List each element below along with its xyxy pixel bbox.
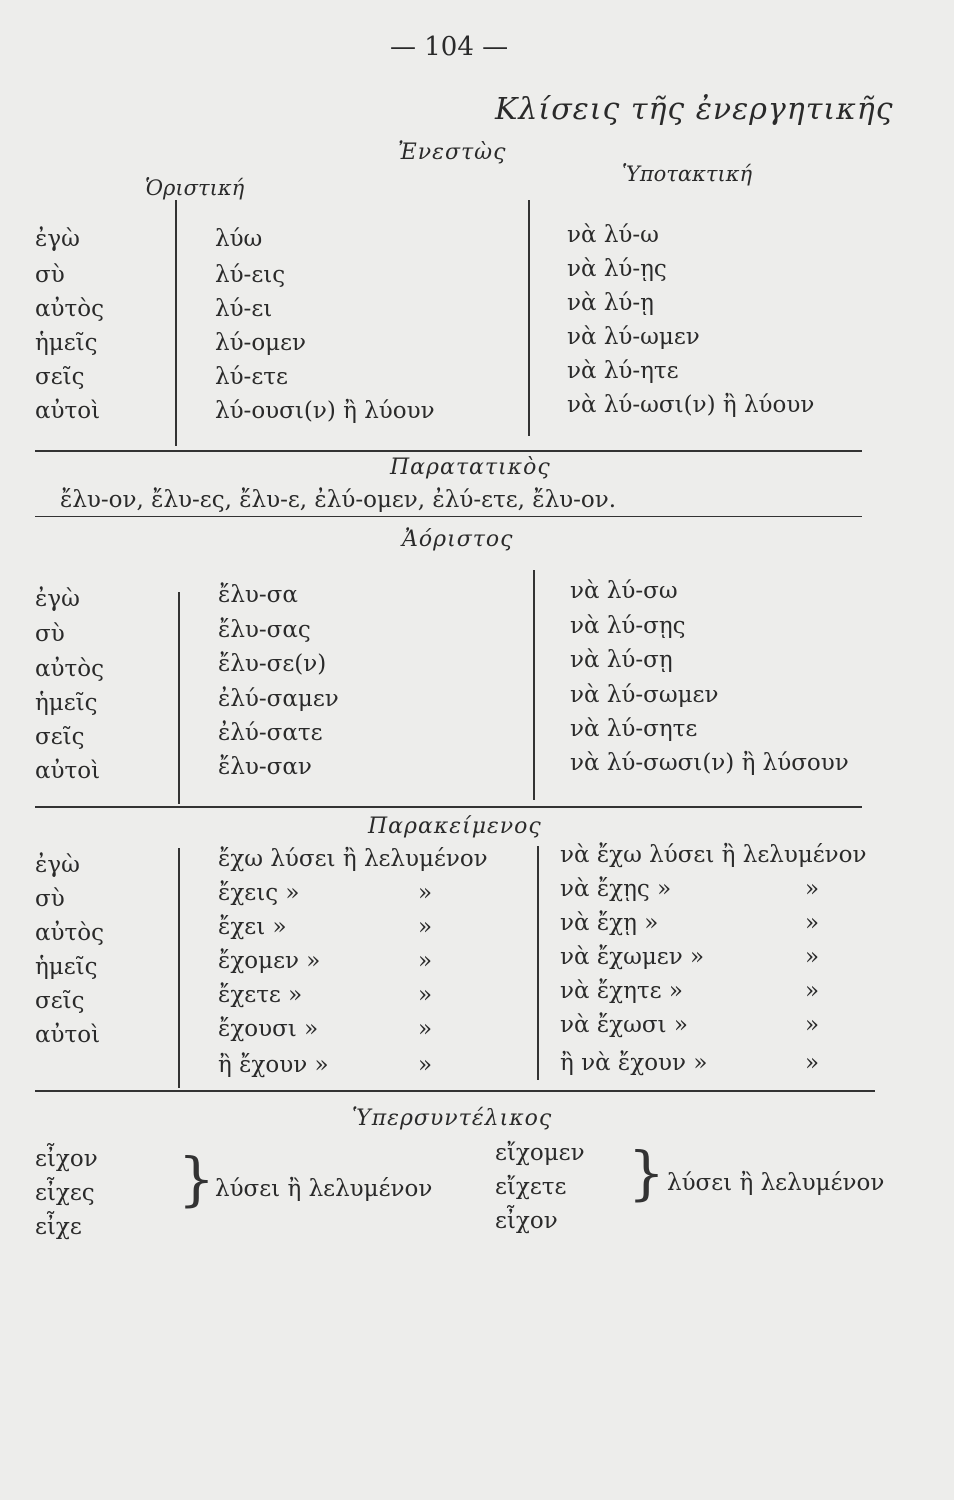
aoristos-subjunctive-form: νὰ λύ-σητε (570, 716, 698, 742)
section-title-enestos: Ἐνεστὼς (398, 140, 507, 165)
enestos-subjunctive-form: νὰ λύ-ωσι(ν) ἢ λύουν (567, 392, 815, 418)
parakeimenos-indicative-form: ἔχεις » (218, 880, 300, 906)
ditto-mark: » (418, 1052, 433, 1078)
enestos-subjunctive-form: νὰ λύ-ητε (567, 358, 679, 384)
section-divider (35, 516, 862, 517)
pronoun-1pl: ἡμεῖς (35, 330, 98, 356)
enestos-subjunctive-form: νὰ λύ-ῃ (567, 290, 654, 316)
ditto-mark: » (805, 1050, 820, 1076)
pronoun-2pl: σεῖς (35, 364, 85, 390)
parakeimenos-subjunctive-form: νὰ ἔχω λύσει ἢ λελυμένον (560, 842, 867, 868)
indicative-label: Ὁριστική (145, 176, 245, 200)
section-divider (35, 1090, 875, 1092)
pronoun-3sg: αὐτὸς (35, 920, 104, 946)
pronoun-2sg: σὺ (35, 621, 65, 647)
ditto-mark: » (418, 948, 433, 974)
pronoun-1sg: ἐγὼ (35, 226, 80, 252)
ditto-mark: » (418, 914, 433, 940)
column-divider-right (528, 200, 530, 436)
ditto-mark: » (805, 944, 820, 970)
pronoun-2sg: σὺ (35, 262, 65, 288)
parakeimenos-indicative-form: ἢ ἔχουν » (218, 1052, 329, 1078)
parakeimenos-indicative-form: ἔχουσι » (218, 1016, 319, 1042)
hypersyntelikos-singular-form: εἶχες (35, 1180, 95, 1206)
enestos-subjunctive-form: νὰ λύ-ω (567, 222, 659, 248)
brace-symbol: } (178, 1145, 215, 1213)
hypersyntelikos-plural-form: εἶχον (495, 1208, 558, 1234)
parakeimenos-subjunctive-form: νὰ ἔχωσι » (560, 1012, 688, 1038)
pronoun-1pl: ἡμεῖς (35, 690, 98, 716)
parakeimenos-subjunctive-form: νὰ ἔχῃς » (560, 876, 672, 902)
column-divider-left (178, 848, 180, 1088)
hypersyntelikos-participle: λύσει ἢ λελυμένον (215, 1176, 433, 1202)
ditto-mark: » (418, 880, 433, 906)
aoristos-indicative-form: ἐλύ-σαμεν (218, 686, 339, 712)
enestos-subjunctive-form: νὰ λύ-ωμεν (567, 324, 700, 350)
hypersyntelikos-plural-form: εἴχομεν (495, 1140, 585, 1166)
pronoun-3sg: αὐτὸς (35, 296, 104, 322)
parakeimenos-indicative-form: ἔχετε » (218, 982, 303, 1008)
hypersyntelikos-participle: λύσει ἢ λελυμένον (667, 1170, 885, 1196)
pronoun-1sg: ἐγὼ (35, 586, 80, 612)
parakeimenos-subjunctive-form: νὰ ἔχῃ » (560, 910, 659, 936)
page-number: — 104 — (390, 32, 509, 62)
column-divider-right (537, 846, 539, 1080)
aoristos-subjunctive-form: νὰ λύ-σωσι(ν) ἢ λύσουν (570, 750, 849, 776)
pronoun-2pl: σεῖς (35, 724, 85, 750)
parakeimenos-indicative-form: ἔχει » (218, 914, 287, 940)
paratatikos-forms: ἔλυ-ον, ἔλυ-ες, ἔλυ-ε, ἐλύ-ομεν, ἐλύ-ετε, ἔλυ-ον. (60, 487, 617, 513)
aoristos-indicative-form: ἔλυ-σε(ν) (218, 651, 327, 677)
ditto-mark: » (805, 978, 820, 1004)
page-title: Κλίσεις τῆς ἐνεργητικῆς (495, 92, 894, 127)
section-divider (35, 806, 862, 808)
parakeimenos-subjunctive-form: νὰ ἔχωμεν » (560, 944, 705, 970)
pronoun-2sg: σὺ (35, 886, 65, 912)
parakeimenos-subjunctive-form: ἢ νὰ ἔχουν » (560, 1050, 708, 1076)
enestos-indicative-form: λύ-ουσι(ν) ἢ λύουν (215, 398, 435, 424)
ditto-mark: » (418, 1016, 433, 1042)
section-title-paratatikos: Παρατατικὸς (390, 455, 551, 480)
parakeimenos-indicative-form: ἔχω λύσει ἢ λελυμένον (218, 846, 488, 872)
pronoun-3pl: αὐτοὶ (35, 398, 101, 424)
pronoun-3pl: αὐτοὶ (35, 758, 101, 784)
hypersyntelikos-singular-form: εἶχε (35, 1214, 82, 1240)
pronoun-3pl: αὐτοὶ (35, 1022, 101, 1048)
parakeimenos-subjunctive-form: νὰ ἔχητε » (560, 978, 683, 1004)
pronoun-2pl: σεῖς (35, 988, 85, 1014)
section-title-aoristos: Ἀόριστος (402, 527, 514, 552)
pronoun-3sg: αὐτὸς (35, 656, 104, 682)
ditto-mark: » (805, 910, 820, 936)
column-divider-left (175, 200, 177, 446)
aoristos-indicative-form: ἔλυ-σα (218, 582, 298, 608)
enestos-indicative-form: λύ-ομεν (215, 330, 307, 356)
subjunctive-label: Ὑποτακτική (622, 162, 753, 186)
aoristos-indicative-form: ἔλυ-σαν (218, 754, 312, 780)
aoristos-subjunctive-form: νὰ λύ-σωμεν (570, 682, 719, 708)
ditto-mark: » (418, 982, 433, 1008)
enestos-indicative-form: λύ-ει (215, 296, 273, 322)
enestos-indicative-form: λύ-εις (215, 262, 286, 288)
section-divider (35, 450, 862, 452)
aoristos-subjunctive-form: νὰ λύ-σῃ (570, 647, 673, 673)
aoristos-subjunctive-form: νὰ λύ-σῃς (570, 613, 686, 639)
section-title-hypersyntelikos: Ὑπερσυντέλικος (352, 1106, 553, 1131)
enestos-indicative-form: λύ-ετε (215, 364, 288, 390)
pronoun-1pl: ἡμεῖς (35, 954, 98, 980)
enestos-indicative-form: λύω (215, 226, 263, 252)
hypersyntelikos-singular-form: εἶχον (35, 1146, 98, 1172)
aoristos-indicative-form: ἐλύ-σατε (218, 720, 323, 746)
aoristos-subjunctive-form: νὰ λύ-σω (570, 578, 678, 604)
ditto-mark: » (805, 876, 820, 902)
aoristos-indicative-form: ἔλυ-σας (218, 617, 311, 643)
section-title-parakeimenos: Παρακείμενος (368, 814, 542, 839)
enestos-subjunctive-form: νὰ λύ-ῃς (567, 256, 667, 282)
parakeimenos-indicative-form: ἔχομεν » (218, 948, 321, 974)
pronoun-1sg: ἐγὼ (35, 852, 80, 878)
brace-symbol: } (628, 1139, 665, 1207)
ditto-mark: » (805, 1012, 820, 1038)
column-divider-left (178, 592, 180, 804)
column-divider-right (533, 570, 535, 800)
hypersyntelikos-plural-form: εἴχετε (495, 1174, 567, 1200)
